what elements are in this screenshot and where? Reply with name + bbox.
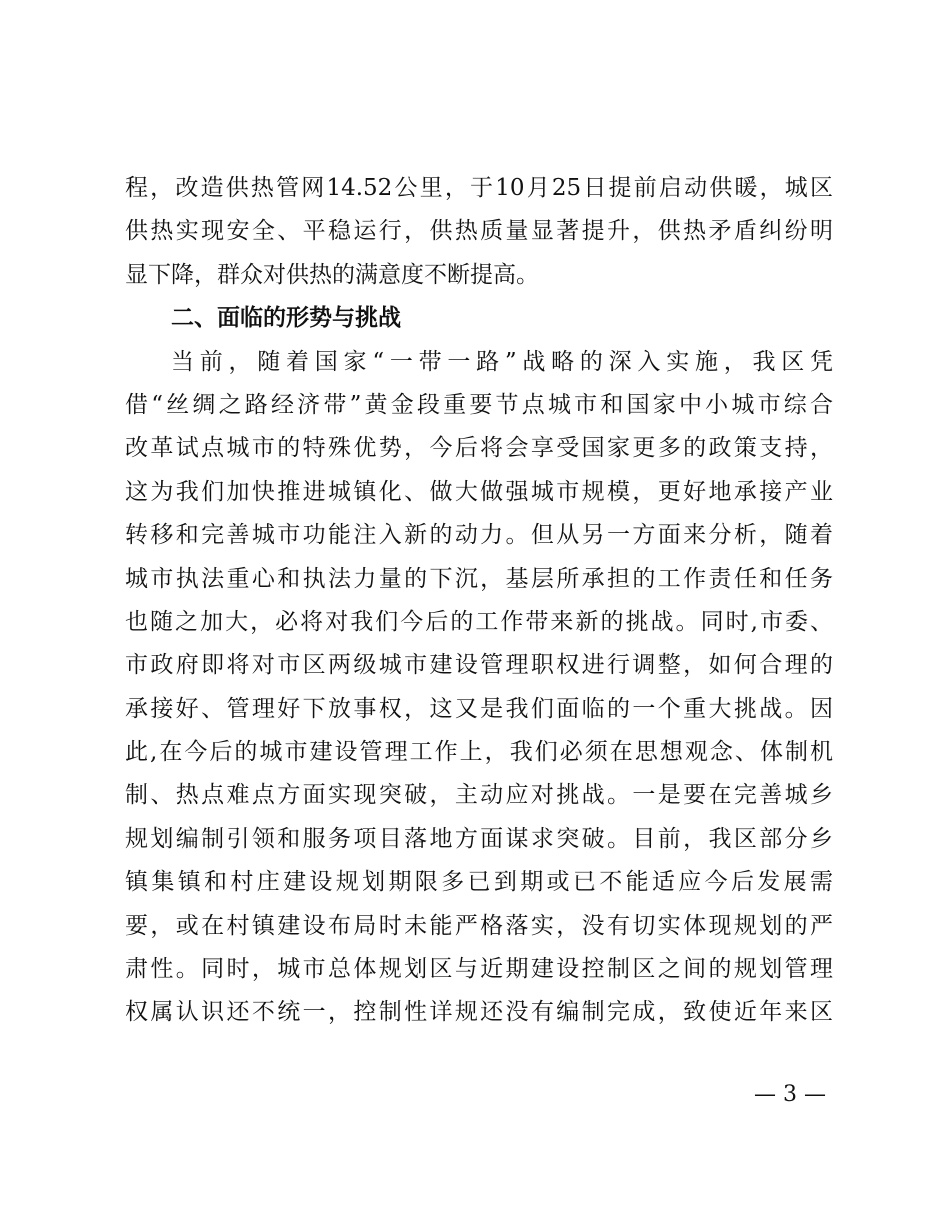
paragraph-line: 借“丝绸之路经济带”黄金段重要节点城市和国家中小城市综合	[125, 391, 833, 418]
document-body	[125, 167, 833, 1035]
body-line: 程，改造供热管网14.52公里，于10月25日提前启动供暖，城区	[125, 175, 833, 201]
body-line: 显下降，群众对供热的满意度不断提高。	[125, 261, 539, 288]
paragraph-line: 承接好、管理好下放事权，这又是我们面临的一个重大挑战。因	[125, 695, 833, 722]
body-line: 供热实现安全、平稳运行，供热质量显著提升，供热矛盾纠纷明	[125, 218, 833, 245]
paragraph-line: 肃性。同时，城市总体规划区与近期建设控制区之间的规划管理	[125, 956, 833, 983]
paragraph-line: 要，或在村镇建设布局时未能严格落实，没有切实体现规划的严	[125, 912, 833, 939]
paragraph-line: 权属认识还不统一，控制性详规还没有编制完成，致使近年来区	[125, 999, 833, 1026]
paragraph-line: 此,在今后的城市建设管理工作上，我们必须在思想观念、体制机	[125, 739, 833, 766]
section-heading: 二、面临的形势与挑战	[171, 305, 401, 332]
paragraph-line: 这为我们加快推进城镇化、做大做强城市规模，更好地承接产业	[125, 478, 833, 505]
paragraph-line: 当前，随着国家“一带一路”战略的深入实施，我区凭	[171, 348, 833, 375]
paragraph-line: 改革试点城市的特殊优势，今后将会享受国家更多的政策支持，	[125, 435, 833, 462]
paragraph-line: 市政府即将对市区两级城市建设管理职权进行调整，如何合理的	[125, 652, 833, 679]
paragraph-line: 也随之加大，必将对我们今后的工作带来新的挑战。同时,市委、	[125, 608, 833, 635]
paragraph-line: 城市执法重心和执法力量的下沉，基层所承担的工作责任和任务	[125, 565, 833, 592]
paragraph-line: 制、热点难点方面实现突破，主动应对挑战。一是要在完善城乡	[125, 782, 833, 809]
paragraph-line: 镇集镇和村庄建设规划期限多已到期或已不能适应今后发展需	[125, 869, 833, 896]
paragraph-line: 规划编制引领和服务项目落地方面谋求突破。目前，我区部分乡	[125, 825, 833, 852]
page-number: — 3 —	[754, 1082, 826, 1107]
paragraph-line: 转移和完善城市功能注入新的动力。但从另一方面来分析，随着	[125, 522, 833, 549]
